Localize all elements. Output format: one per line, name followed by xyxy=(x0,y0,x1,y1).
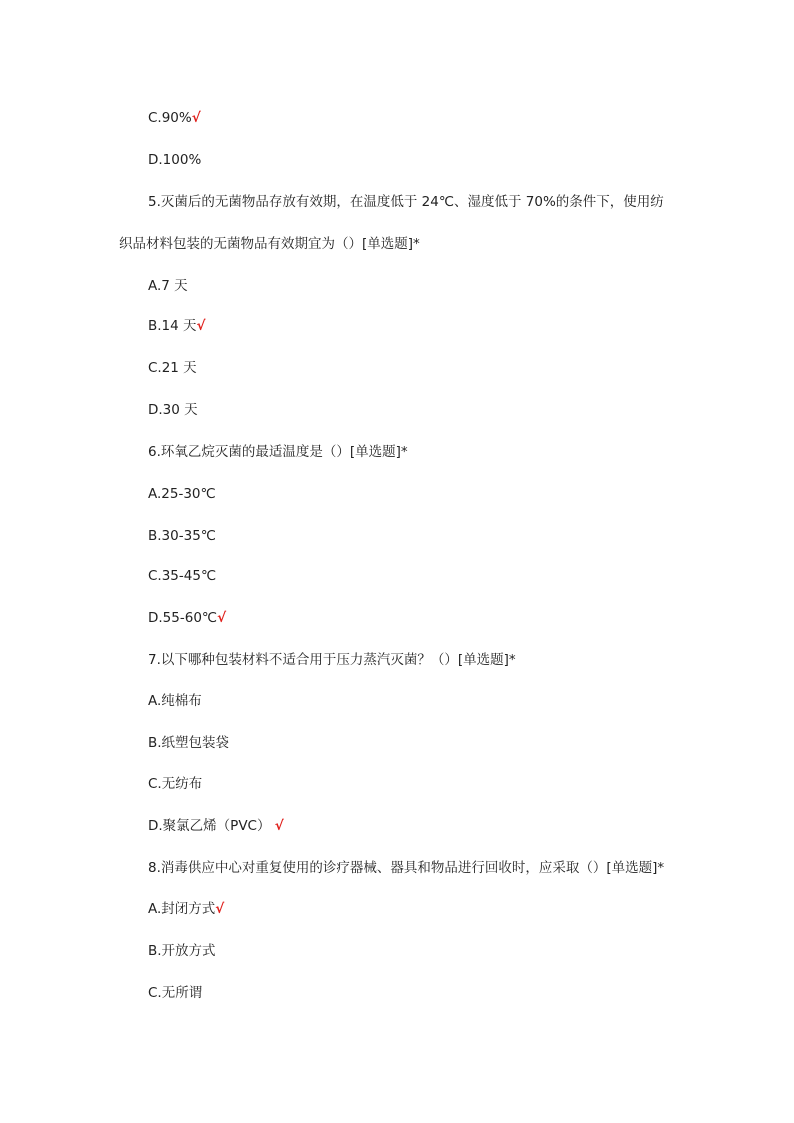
option-d-q4: D.100% xyxy=(148,152,202,168)
option-c-q6: C.35-45℃ xyxy=(148,568,217,584)
check-mark-icon: √ xyxy=(274,818,284,834)
question-5-line-1: 5.灭菌后的无菌物品存放有效期，在温度低于 24℃、湿度低于 70%的条件下，使用纺 xyxy=(148,194,664,210)
question-6: 6.环氧乙烷灭菌的最适温度是（）[单选题]* xyxy=(148,444,408,460)
check-mark-icon: √ xyxy=(217,610,227,626)
option-b-q8: B.开放方式 xyxy=(148,943,216,959)
check-mark-icon: √ xyxy=(215,901,225,917)
option-c-q7: C.无纺布 xyxy=(148,776,203,792)
option-b-q7: B.纸塑包装袋 xyxy=(148,735,230,751)
option-b-q5: B.14 天√ xyxy=(148,318,206,334)
check-mark-icon: √ xyxy=(191,110,201,126)
question-5-line-2: 织品材料包装的无菌物品有效期宜为（）[单选题]* xyxy=(119,236,420,252)
option-a-q5: A.7 天 xyxy=(148,278,188,294)
option-c-q8: C.无所谓 xyxy=(148,985,203,1001)
option-c-q5: C.21 天 xyxy=(148,360,197,376)
option-d-q6: D.55-60℃√ xyxy=(148,610,227,626)
check-mark-icon: √ xyxy=(196,318,206,334)
option-b-q6: B.30-35℃ xyxy=(148,528,216,544)
option-a-q8: A.封闭方式√ xyxy=(148,901,225,917)
option-a-q6: A.25-30℃ xyxy=(148,486,216,502)
option-d-q7: D.聚氯乙烯（PVC） √ xyxy=(148,818,284,834)
question-7: 7.以下哪种包装材料不适合用于压力蒸汽灭菌？（）[单选题]* xyxy=(148,652,516,668)
option-c-q4: C.90%√ xyxy=(148,110,201,126)
option-a-q7: A.纯棉布 xyxy=(148,693,202,709)
option-d-q5: D.30 天 xyxy=(148,402,198,418)
question-8: 8.消毒供应中心对重复使用的诊疗器械、器具和物品进行回收时，应采取（）[单选题]* xyxy=(148,860,665,876)
